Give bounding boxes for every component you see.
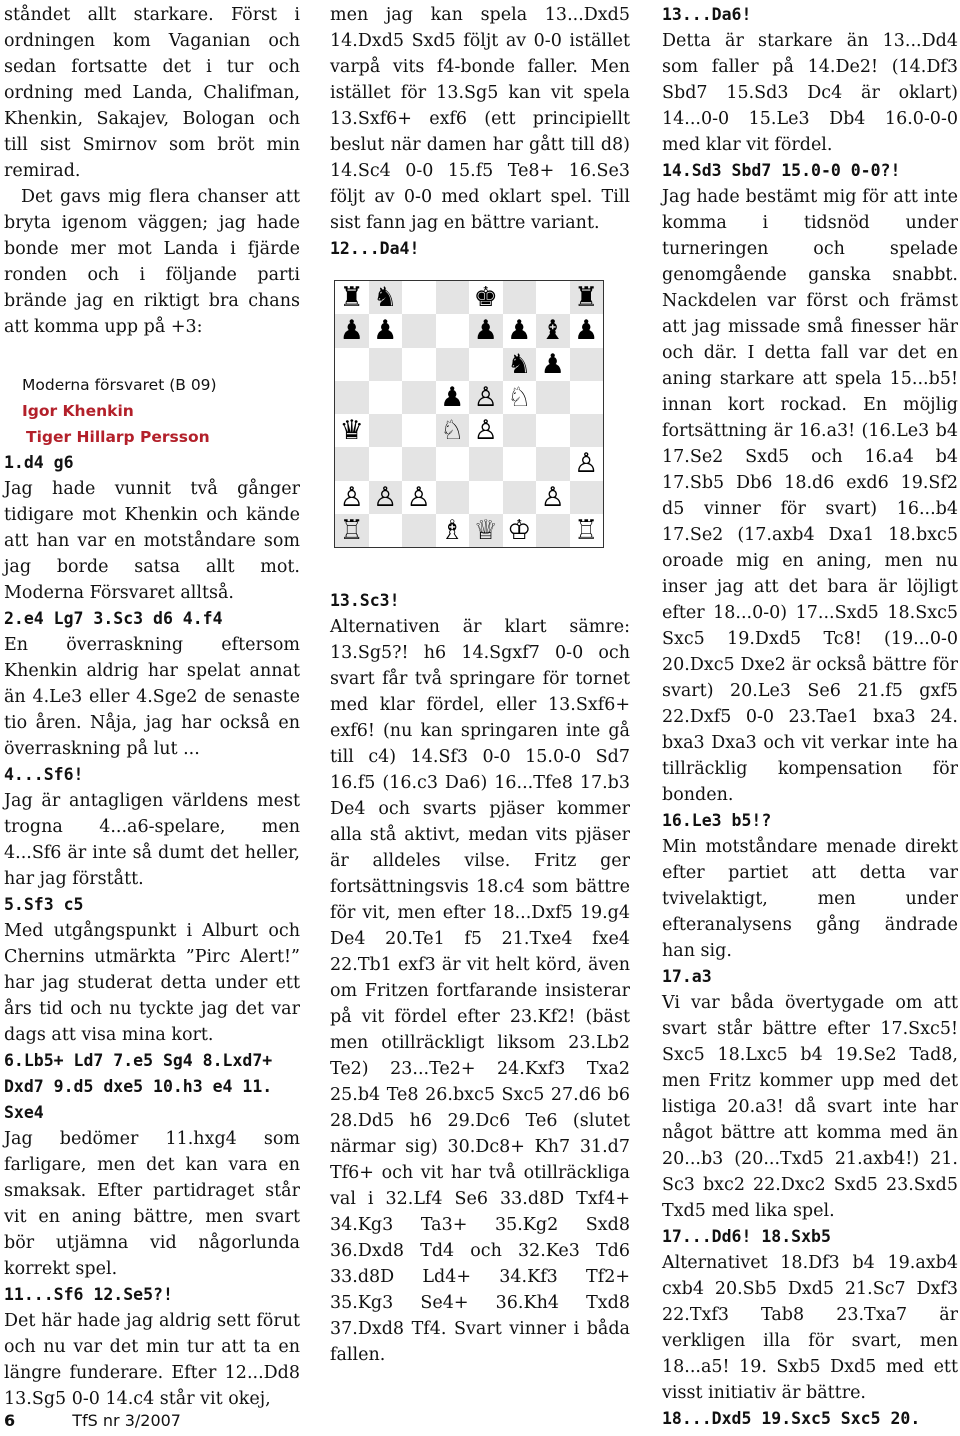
square-c1 <box>402 514 436 547</box>
chess-piece-icon: ♝ <box>540 315 565 347</box>
chess-piece-icon: ♜ <box>574 282 599 314</box>
commentary: Vi var båda övertygade om att svart står bättre efter 17.Sxc5! Sxc5 18.Lxc5 b4 19.Se2 Tad8, men Fritz kommer upp med det listiga 20.a3! då svart inte har något bättre att komma med än 20...b3 (20...Txd5 21.axb4!) 21. Sc3 bxc2 22.Dxc2 Sxd5 23.Sxd5 Txd5 med lika spel. <box>662 993 958 1221</box>
chess-piece-icon: ♙ <box>574 448 599 480</box>
move-text: 1.d4 g6 <box>4 453 74 472</box>
commentary: Jag hade bestämt mig för att inte komma i tidsnöd under turneringen och spelade genomgående ganska snabbt. Nackdelen var först och främst att jag missade små finesser här och där. I detta fall var det en aning starkare att spela 15...b5! innan kort rockad. En möjlig fortsättning är 16.a3! (16.Le3 b4 17.Se2 Sxd5 och 16.a4 b4 17.Sb5 Db6 18.d6 exd6 19.Sf2 d5 vinner för svart) 16...b4 17.Se2 (17.axb4 Dxa1 18.bxc5 oroade mig en aning, men nu inser jag att det bara är löjligt efter 18...0-0) 17...Sxd5 18.Sxc5 Sxc5 19.Dxd5 Tc8! (19...0-0 20.Dxc5 Dxe2 är också bättre för svart) 20.Le3 Se6 21.f5 gxf5 22.Dxf5 0-0 23.Tae1 bxa3 24. bxa3 Dxa3 och vit verkar inte ha tillräcklig kompensation för bonden. <box>662 187 958 805</box>
chess-piece-icon: ♞ <box>507 348 532 380</box>
move-text: 11...Sf6 12.Se5?! <box>4 1285 173 1304</box>
square-b8 <box>369 281 403 314</box>
square-a2 <box>335 481 369 514</box>
chess-piece-icon: ♟ <box>473 315 498 347</box>
move-text: 5.Sf3 c5 <box>4 895 84 914</box>
square-h4 <box>570 414 604 447</box>
square-h2 <box>570 481 604 514</box>
square-g7 <box>536 314 570 347</box>
chess-piece-icon: ♗ <box>440 514 465 546</box>
square-a5 <box>335 381 369 414</box>
column-middle <box>330 2 630 1368</box>
square-b5 <box>369 381 403 414</box>
square-a7 <box>335 314 369 347</box>
square-d8 <box>436 281 470 314</box>
square-a6 <box>335 348 369 381</box>
square-g4 <box>536 414 570 447</box>
square-f6 <box>503 348 537 381</box>
square-g6 <box>536 348 570 381</box>
game-heading <box>22 372 300 450</box>
square-f1 <box>503 514 537 547</box>
move-text: 17.a3 <box>662 967 712 986</box>
square-a8 <box>335 281 369 314</box>
commentary: Jag är antagligen världens mest trogna 4...a6-spelare, men 4...Sf6 är inte så dumt det heller, har jag förstått. <box>4 791 300 889</box>
move-text: 16.Le3 b5!? <box>662 811 772 830</box>
move-text: 2.e4 Lg7 3.Sc3 d6 4.f4 <box>4 609 223 628</box>
chess-piece-icon: ♙ <box>473 415 498 447</box>
square-f3 <box>503 447 537 480</box>
commentary: men jag kan spela 13...Dxd5 14.Dxd5 Sxd5 följt av 0-0 istället varpå vits f4-bonde faller. Men istället för 13.Sg5 kan vit spela 13.Sxf6+ exf6 (ett principiellt beslut när damen har gått till d8) 14.Sc4 0-0 15.f5 Te8+ 16.Se3 följt av 0-0 med oklart spel. Till sist fann jag en bättre variant. <box>330 5 630 233</box>
square-e8 <box>469 281 503 314</box>
commentary: Jag bedömer 11.hxg4 som farligare, men det kan vara en smaksak. Efter partidraget står vit en aning bättre, men svart bör utjämna vid någorlunda korrekt spel. <box>4 1129 300 1279</box>
move-text: 17...Dd6! 18.Sxb5 <box>662 1227 831 1246</box>
square-b2 <box>369 481 403 514</box>
column-right <box>662 2 958 1432</box>
chess-piece-icon: ♛ <box>339 415 364 447</box>
square-c6 <box>402 348 436 381</box>
square-h7 <box>570 314 604 347</box>
chess-piece-icon: ♕ <box>473 514 498 546</box>
chess-piece-icon: ♖ <box>339 514 364 546</box>
square-h3 <box>570 447 604 480</box>
chess-piece-icon: ♙ <box>406 481 431 513</box>
square-e3 <box>469 447 503 480</box>
paragraph: Det gavs mig flera chanser att bryta igenom väggen; jag hade bonde mer mot Landa i fjärde ronden och i följande parti brände jag en riktigt bra chans att komma upp på +3: <box>4 187 300 337</box>
page-footer <box>4 1411 181 1430</box>
commentary: Alternativen är klart sämre: 13.Sg5?! h6 14.Sgxf7 0-0 och svart får två springare för tornet med klar fördel, eller 13.Sxf6+ exf6! (nu kan springaren inte gå till c4) 14.Sf3 0-0 15.0-0 Sd7 16.f5 (16.c3 Da6) 16...Tfe8 17.b3 De4 och svarts pjäser kommer alla stå aktivt, medan vits pjäser är alldeles vilse. Fritz ger fortsättningsvis 18.c4 som bättre för vit, men efter 18...Dxf5 19.g4 De4 20.Te1 f5 21.Txe4 fxe4 22.Tb1 exf3 är vit helt körd, även om Fritzen fortfarande insisterar på vit fördel efter 23.Kf2! (bäst men otillräckligt liksom 23.Lb2 Te2) 23...Te2+ 24.Kxf3 Txa2 25.b4 Te8 26.bxc5 Sxc5 27.d6 b6 28.Dd5 h6 29.Dc6 Te6 (slutet närmar sig) 30.Dc8+ Kh7 31.d7 Tf6+ och vit har två otillräckliga val i 32.Lf4 Se6 33.d8D Txf4+ 34.Kg3 Ta3+ 35.Kg2 Sxd8 36.Dxd8 Td4 och 32.Ke3 Td6 33.d8D Ld4+ 34.Kf3 Tf2+ 35.Kg3 Se4+ 36.Kh4 Txd8 37.Dxd8 Tf4. Svart vinner i båda fallen. <box>330 617 630 1365</box>
square-h5 <box>570 381 604 414</box>
square-d4 <box>436 414 470 447</box>
square-e5 <box>469 381 503 414</box>
square-f4 <box>503 414 537 447</box>
square-b3 <box>369 447 403 480</box>
move-text: 6.Lb5+ Ld7 7.e5 Sg4 8.Lxd7+ Dxd7 9.d5 dxe5 10.h3 e4 11. Sxe4 <box>4 1051 273 1122</box>
square-b7 <box>369 314 403 347</box>
square-g5 <box>536 381 570 414</box>
chess-piece-icon: ♙ <box>540 481 565 513</box>
square-f2 <box>503 481 537 514</box>
commentary: Detta är starkare än 13...Dd4 som faller på 14.De2! (14.Df3 Sbd7 15.Sd3 Dc4 är oklart) 14...0-0 15.Le3 Db4 16.0-0-0 med klar vit fördel. <box>662 31 958 155</box>
square-g1 <box>536 514 570 547</box>
move-text: 4...Sf6! <box>4 765 84 784</box>
chess-piece-icon: ♙ <box>339 481 364 513</box>
square-e6 <box>469 348 503 381</box>
chess-piece-icon: ♙ <box>373 481 398 513</box>
square-f5 <box>503 381 537 414</box>
square-g2 <box>536 481 570 514</box>
chess-piece-icon: ♞ <box>373 282 398 314</box>
square-f7 <box>503 314 537 347</box>
move-text: 18...Dxd5 19.Sxc5 Sxc5 20. <box>662 1409 921 1428</box>
chess-piece-icon: ♟ <box>373 315 398 347</box>
opening-name: Moderna försvaret (B 09) <box>22 376 217 394</box>
commentary: En överraskning eftersom Khenkin aldrig har spelat annat än 4.Le3 eller 4.Sge2 de senaste tio åren. Nåja, jag har också en överraskning på lut ... <box>4 635 300 759</box>
square-c5 <box>402 381 436 414</box>
chess-diagram <box>334 280 604 548</box>
chess-piece-icon: ♟ <box>440 381 465 413</box>
chess-piece-icon: ♟ <box>507 315 532 347</box>
black-player: Tiger Hillarp Persson <box>26 428 210 446</box>
square-e4 <box>469 414 503 447</box>
square-h8 <box>570 281 604 314</box>
square-c2 <box>402 481 436 514</box>
column-left <box>4 2 300 1412</box>
square-d7 <box>436 314 470 347</box>
square-d3 <box>436 447 470 480</box>
square-a3 <box>335 447 369 480</box>
square-h6 <box>570 348 604 381</box>
square-h1 <box>570 514 604 547</box>
square-e2 <box>469 481 503 514</box>
square-b4 <box>369 414 403 447</box>
square-c3 <box>402 447 436 480</box>
square-c7 <box>402 314 436 347</box>
commentary: Med utgångspunkt i Alburt och Chernins utmärkta ”Pirc Alert!” har jag studerat detta under ett års tid och nu tyckte jag det var dags att visa mina kort. <box>4 921 300 1045</box>
move-text: 13.Sc3! <box>330 591 400 610</box>
paragraph: ståndet allt starkare. Först i ordningen kom Vaganian och sedan fortsatte det i tur och ordning med Landa, Chalifman, Khenkin, Sakajev, Bologan och till sist Smirnov som bröt min remirad. <box>4 5 300 181</box>
commentary: Alternativet 18.Df3 b4 19.axb4 cxb4 20.Sb5 Dxd5 21.Sc7 Dxf3 22.Txf3 Tab8 23.Txa7 är verkligen illa för svart, men 18...a5! 19. Sxb5 Dxd5 med ett visst initiativ är bättre. <box>662 1253 958 1403</box>
square-b6 <box>369 348 403 381</box>
chess-piece-icon: ♟ <box>339 315 364 347</box>
chess-piece-icon: ♜ <box>339 282 364 314</box>
square-d2 <box>436 481 470 514</box>
square-a4 <box>335 414 369 447</box>
square-c8 <box>402 281 436 314</box>
square-g8 <box>536 281 570 314</box>
chess-piece-icon: ♖ <box>574 514 599 546</box>
chess-piece-icon: ♙ <box>473 381 498 413</box>
move-text: 12...Da4! <box>330 239 420 258</box>
square-e7 <box>469 314 503 347</box>
commentary: Min motståndare menade direkt efter partiet att detta var tvivelaktigt, men under efteranalysens gång ändrade han sig. <box>662 837 958 961</box>
square-b1 <box>369 514 403 547</box>
move-text: 13...Da6! <box>662 5 752 24</box>
chess-piece-icon: ♚ <box>473 282 498 314</box>
square-f8 <box>503 281 537 314</box>
chess-piece-icon: ♔ <box>507 514 532 546</box>
square-g3 <box>536 447 570 480</box>
square-e1 <box>469 514 503 547</box>
chess-piece-icon: ♟ <box>574 315 599 347</box>
page-number: 6 <box>4 1411 16 1430</box>
move-text: 14.Sd3 Sbd7 15.0-0 0-0?! <box>662 161 901 180</box>
magazine-issue: TfS nr 3/2007 <box>72 1411 181 1430</box>
square-a1 <box>335 514 369 547</box>
chess-piece-icon: ♘ <box>507 381 532 413</box>
square-d5 <box>436 381 470 414</box>
white-player: Igor Khenkin <box>22 402 134 420</box>
chess-piece-icon: ♘ <box>440 415 465 447</box>
square-d6 <box>436 348 470 381</box>
chess-piece-icon: ♟ <box>540 348 565 380</box>
square-c4 <box>402 414 436 447</box>
square-d1 <box>436 514 470 547</box>
commentary: Jag hade vunnit två gånger tidigare mot Khenkin och kände att han var en motståndare som jag borde satsa allt mot. Moderna Försvaret alltså. <box>4 479 300 603</box>
commentary: Det här hade jag aldrig sett förut och nu var det min tur att ta en längre funderare. Efter 12...Dd8 13.Sg5 0-0 14.c4 står vit okej, <box>4 1311 300 1409</box>
